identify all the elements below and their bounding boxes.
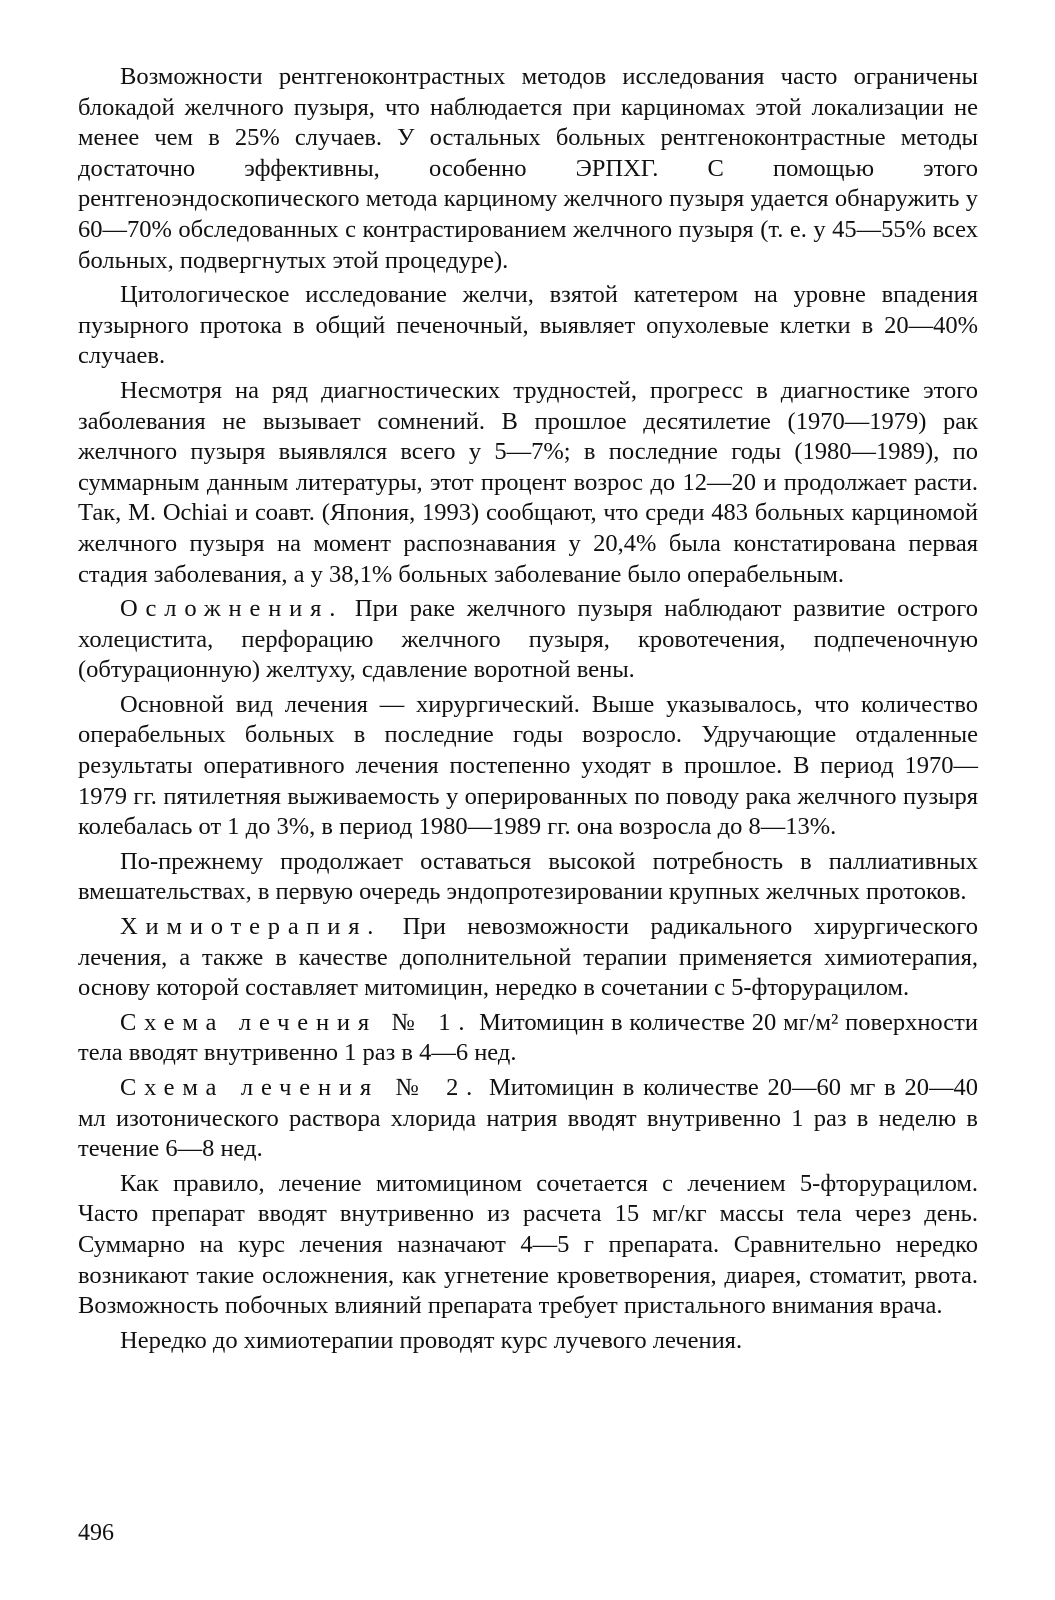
page-number: 496 (78, 1520, 114, 1546)
paragraph-text: Как правило, лечение митомицином сочетается с лечением 5-фторурацилом. Часто препарат вводят внутривенно из расчета 15 мг/кг массы тела через день. Суммарно на курс лечения назначают 4—5 г препарата. Сравнительно нередко возникают такие осложнения, как угнетение кроветворения, диарея, стоматит, рвота. Возможность побочных влияний препарата требует пристального внимания врача. (78, 1169, 978, 1320)
page-body (78, 62, 978, 1360)
paragraph-text: Основной вид лечения — хирургический. Выше указывалось, что количество операбельных больных в последние годы возросло. Удручающие отдаленные результаты оперативного лечения постепенно уходят в прошлое. В период 1970—1979 гг. пятилетняя выживаемость у оперированных по поводу рака желчного пузыря колебалась от 1 до 3%, в период 1980—1989 гг. она возросла до 8—13%. (78, 690, 978, 841)
paragraph-text: Возможности рентгеноконтрастных методов исследования часто ограничены блокадой желчного пузыря, что наблюдается при карциномах этой локализации не менее чем в 25% случаев. У остальных больных рентгеноконтрастные методы достаточно эффективны, особенно ЭРПХГ. С помощью этого рентгеноэндоскопического метода карциному желчного пузыря удается обнаружить у 60—70% обследованных с контрастированием желчного пузыря (т. е. у 45—55% всех больных, подвергнутых этой процедуре). (78, 63, 978, 274)
paragraph-text: Митомицин в количестве 20—60 мг в 20—40 мл изотонического раствора хлорида натрия вводят внутривенно 1 раз в неделю в течение 6—8 нед. (78, 1074, 978, 1163)
section-heading-scheme-2: Схема лечения № 2. (120, 1074, 481, 1101)
paragraph-text: Митомицин в количестве 20 мг/м² поверхности тела вводят внутривенно 1 раз в 4—6 нед. (78, 1008, 978, 1067)
paragraph-scheme-2 (78, 1073, 978, 1165)
section-heading-scheme-1: Схема лечения № 1. (120, 1008, 473, 1036)
paragraph-text: При раке желчного пузыря наблюдают развитие острого холецистита, перфорацию желчного пузыря, кровотечения, подпеченочную (обтурационную) желтуху, сдавление воротной вены. (78, 595, 978, 684)
paragraph-complications (78, 594, 978, 686)
paragraph-text: При невозможности радикального хирургического лечения, а также в качестве дополнительной терапии применяется химиотерапия, основу которой составляет митомицин, нередко в сочетании с 5-фторурацилом. (78, 913, 978, 1002)
paragraph-text: Нередко до химиотерапии проводят курс лучевого лечения. (120, 1326, 743, 1354)
paragraph-chemotherapy (78, 912, 978, 1004)
section-heading-complications: Осложнения. (120, 595, 344, 623)
paragraph-scheme-1 (78, 1008, 978, 1069)
paragraph-cytology (78, 280, 978, 372)
section-heading-chemotherapy: Химиотерапия. (120, 913, 382, 941)
paragraph-radiation (78, 1326, 978, 1357)
paragraph-diagnostic-progress (78, 376, 978, 590)
paragraph-surgical-treatment (78, 690, 978, 843)
paragraph-text: Несмотря на ряд диагностических трудностей, прогресс в диагностике этого заболевания не вызывает сомнений. В прошлое десятилетие (1970—1979) рак желчного пузыря выявлялся всего у 5—7%; в последние годы (1980—1989), по суммарным данным литературы, этот процент возрос до 12—20 и продолжает расти. Так, М. Ochiai и соавт. (Япония, 1993) сообщают, что среди 483 больных карциномой желчного пузыря на момент распознавания у 20,4% была констатирована первая стадия заболевания, а у 38,1% больных заболевание было операбельным. (78, 376, 978, 588)
paragraph-xray-methods (78, 62, 978, 276)
paragraph-palliative (78, 847, 978, 908)
paragraph-text: По-прежнему продолжает оставаться высокой потребность в паллиативных вмешательствах, в первую очередь эндопротезировании крупных желчных протоков. (78, 847, 978, 906)
paragraph-text: Цитологическое исследование желчи, взятой катетером на уровне впадения пузырного протока в общий печеночный, выявляет опухолевые клетки в 20—40% случаев. (78, 281, 978, 370)
paragraph-combination-therapy (78, 1169, 978, 1322)
